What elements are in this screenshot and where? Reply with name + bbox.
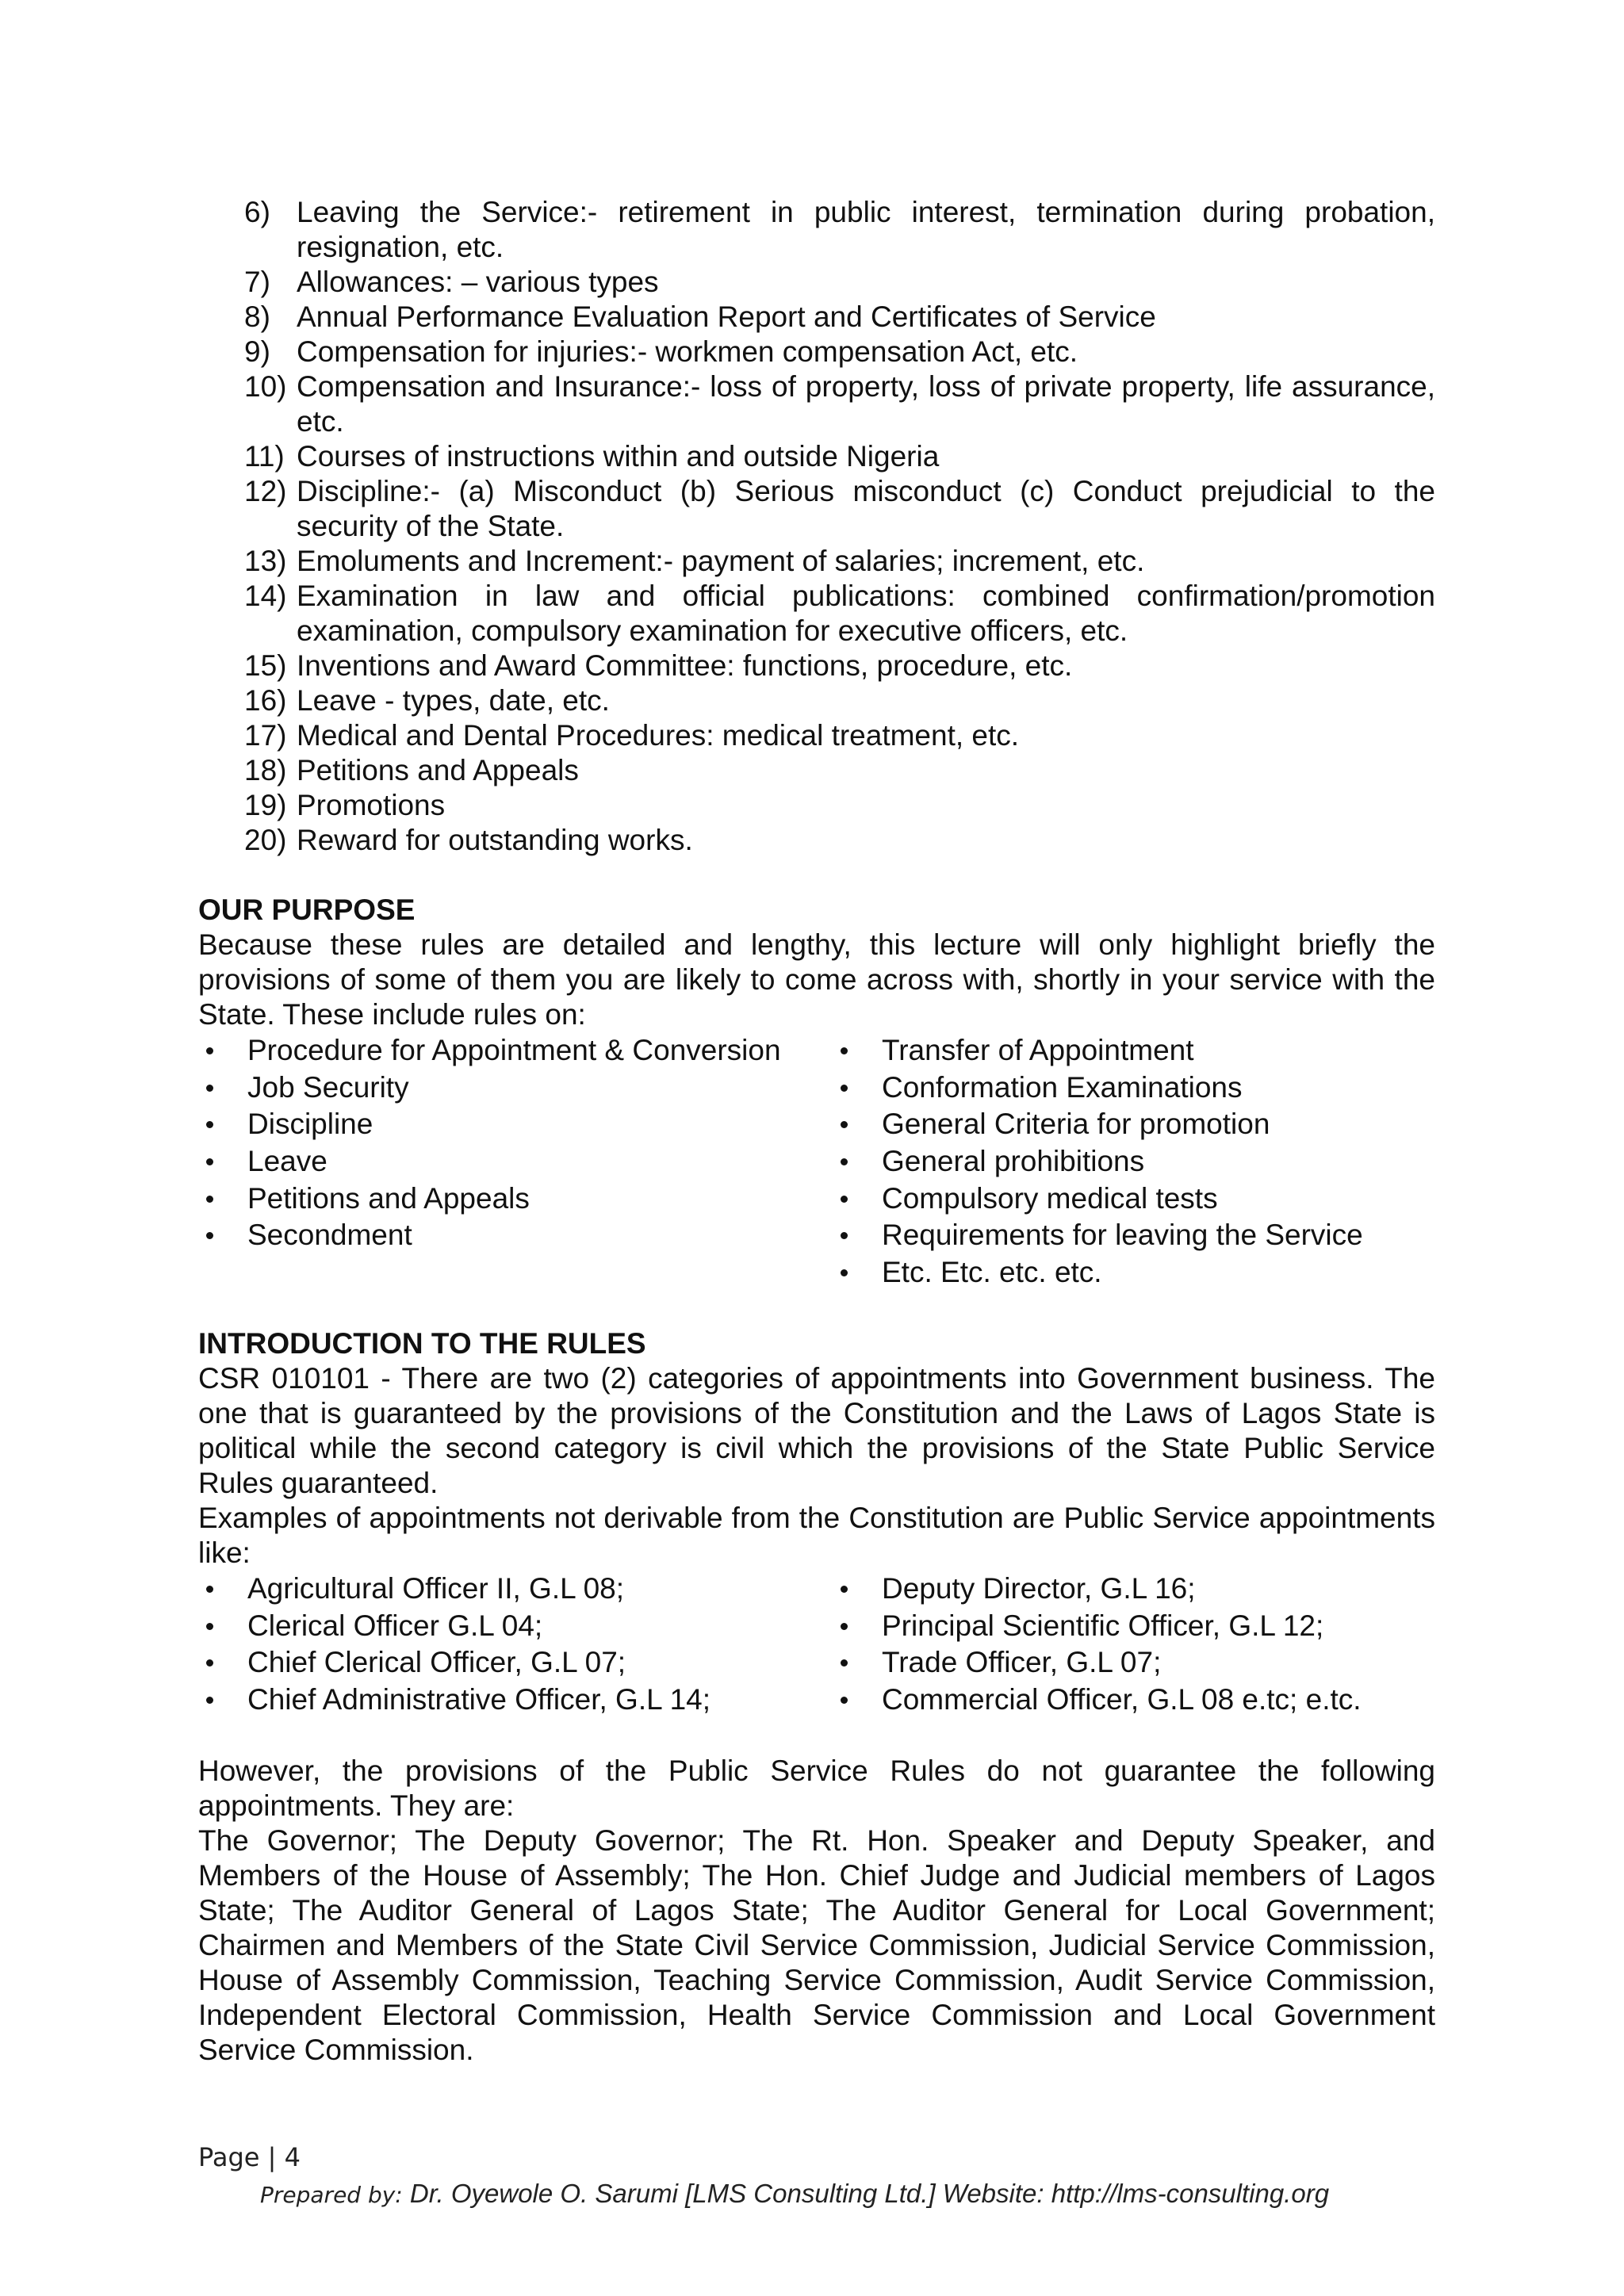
bullet-icon — [206, 1623, 213, 1630]
list-number: 13) — [244, 545, 287, 577]
list-item — [198, 823, 1435, 858]
bullet-text: Job Security — [247, 1070, 409, 1104]
intro-paragraph-1: CSR 010101 - There are two (2) categories of appointments into Government business. The one that is guaranteed by the provisions of the Constitution and the Laws of Lagos State is political while the second category is civil which the provisions of the State Public Service Rules guaranteed. — [198, 1361, 1435, 1499]
list-number: 19) — [244, 789, 287, 821]
bullet-icon — [206, 1196, 213, 1203]
bullet-text: Chief Clerical Officer, G.L 07; — [247, 1646, 626, 1679]
bullet-text: Clerical Officer G.L 04; — [247, 1609, 543, 1642]
list-text: Allowances: – various types — [297, 266, 659, 298]
list-item — [833, 1032, 1435, 1070]
list-item — [833, 1143, 1435, 1181]
bullet-icon — [841, 1085, 848, 1092]
appointment-bullet-columns — [198, 1571, 1435, 1719]
bullet-text: Etc. Etc. etc. etc. — [882, 1256, 1102, 1289]
list-item — [198, 788, 1435, 823]
intro-paragraph-2: Examples of appointments not derivable from the Constitution are Public Service appointments like: — [198, 1501, 1435, 1569]
bullet-text: Trade Officer, G.L 07; — [882, 1646, 1162, 1679]
list-number: 7) — [244, 266, 270, 298]
list-number: 18) — [244, 754, 287, 786]
purpose-bullet-columns — [198, 1032, 1435, 1292]
bullet-icon — [841, 1158, 848, 1165]
list-text: Emoluments and Increment:- payment of salaries; increment, etc. — [297, 545, 1145, 577]
bullet-icon — [841, 1232, 848, 1239]
list-number: 10) — [244, 370, 287, 403]
list-number: 16) — [244, 684, 287, 717]
bullet-icon — [206, 1586, 213, 1593]
bullet-text: Chief Administrative Officer, G.L 14; — [247, 1682, 711, 1716]
list-text: Annual Performance Evaluation Report and Certificates of Service — [297, 300, 1156, 333]
intro-paragraph-4: The Governor; The Deputy Governor; The Rt. Hon. Speaker and Deputy Speaker, and Members of the House of Assembly; The Hon. Chief Judge and Judicial members of Lagos State; The Auditor General of Lagos State; The Auditor General for Local Government; Chairmen and Members of the State Civil Service Commission, Judicial Service Commission, House of Assembly Commission, Teaching Service Commission, Audit Service Commission, Independent Electoral Commission, Health Service Commission and Local Government Service Commission. — [198, 1823, 1435, 2066]
list-item — [833, 1608, 1435, 1645]
bullet-icon — [206, 1047, 213, 1054]
footer-credit — [260, 2179, 1329, 2209]
list-text: Reward for outstanding works. — [297, 824, 693, 856]
list-item — [198, 265, 1435, 300]
list-item — [198, 1106, 833, 1143]
list-number: 17) — [244, 719, 287, 752]
list-item — [198, 474, 1435, 544]
bullet-icon — [206, 1085, 213, 1092]
bullet-text: Agricultural Officer II, G.L 08; — [247, 1571, 625, 1605]
list-number: 9) — [244, 335, 270, 368]
bullet-text: Secondment — [247, 1219, 412, 1252]
list-item — [198, 1608, 833, 1645]
list-item — [198, 1682, 833, 1719]
credit-text: Dr. Oyewole O. Sarumi [LMS Consulting Ltd.] Website: http://lms-consulting.org — [409, 2179, 1330, 2208]
list-number: 14) — [244, 580, 287, 612]
list-item — [198, 369, 1435, 439]
list-number: 20) — [244, 824, 287, 856]
list-item — [833, 1571, 1435, 1608]
list-text: Courses of instructions within and outside Nigeria — [297, 440, 940, 473]
spacer — [198, 1719, 1435, 1754]
list-item — [833, 1070, 1435, 1107]
list-item — [833, 1106, 1435, 1143]
list-item — [198, 1571, 833, 1608]
bullet-icon — [841, 1697, 848, 1704]
bullet-icon — [206, 1158, 213, 1165]
bullet-text: Procedure for Appointment & Conversion — [247, 1034, 781, 1066]
list-text: Leave - types, date, etc. — [297, 684, 610, 717]
list-text: Inventions and Award Committee: functions, procedure, etc. — [297, 649, 1073, 682]
list-item — [198, 195, 1435, 265]
bullet-text: Deputy Director, G.L 16; — [882, 1571, 1196, 1605]
list-item — [833, 1682, 1435, 1719]
page-number: Page | 4 — [198, 2142, 301, 2172]
bullet-text: Commercial Officer, G.L 08 e.tc; e.tc. — [882, 1682, 1362, 1716]
bullet-icon — [206, 1121, 213, 1128]
list-item — [198, 579, 1435, 649]
list-item — [198, 1181, 833, 1218]
bullet-icon — [841, 1196, 848, 1203]
list-item — [198, 1644, 833, 1682]
list-text: Petitions and Appeals — [297, 754, 579, 786]
list-number: 11) — [244, 440, 285, 473]
bullet-text: Compulsory medical tests — [882, 1181, 1218, 1215]
bullet-icon — [206, 1232, 213, 1239]
page-content — [198, 195, 1435, 2068]
list-item — [198, 300, 1435, 335]
spacer — [198, 858, 1435, 893]
purpose-bullets-right — [833, 1032, 1435, 1292]
section-heading-introduction: INTRODUCTION TO THE RULES — [198, 1326, 646, 1360]
list-text: Compensation and Insurance:- loss of property, loss of private property, life assurance, etc. — [297, 370, 1435, 438]
rules-list — [198, 195, 1435, 858]
list-item — [198, 649, 1435, 683]
list-item — [198, 1217, 833, 1254]
list-item — [833, 1181, 1435, 1218]
bullet-icon — [841, 1121, 848, 1128]
bullet-icon — [841, 1586, 848, 1593]
list-item — [833, 1644, 1435, 1682]
list-item — [198, 1070, 833, 1107]
list-text: Leaving the Service:- retirement in public interest, termination during probation, resignation, etc. — [297, 196, 1435, 263]
purpose-paragraph: Because these rules are detailed and lengthy, this lecture will only highlight briefly the provisions of some of them you are likely to come across with, shortly in your service with the State. These include rules on: — [198, 928, 1435, 1031]
list-number: 15) — [244, 649, 287, 682]
bullet-text: Petitions and Appeals — [247, 1181, 530, 1215]
list-item — [198, 544, 1435, 579]
list-number: 8) — [244, 300, 270, 333]
bullet-text: Principal Scientific Officer, G.L 12; — [882, 1609, 1324, 1642]
list-item — [833, 1217, 1435, 1254]
bullet-text: Leave — [247, 1145, 327, 1178]
bullet-icon — [206, 1697, 213, 1704]
appointment-bullets-left — [198, 1571, 833, 1719]
list-item — [833, 1254, 1435, 1292]
list-item — [198, 683, 1435, 718]
bullet-icon — [841, 1269, 848, 1276]
list-item — [198, 1143, 833, 1181]
bullet-icon — [206, 1659, 213, 1667]
list-item — [198, 753, 1435, 788]
bullet-icon — [841, 1047, 848, 1054]
list-text: Promotions — [297, 789, 446, 821]
bullet-text: Conformation Examinations — [882, 1070, 1243, 1104]
bullet-text: Requirements for leaving the Service — [882, 1219, 1363, 1252]
bullet-text: General prohibitions — [882, 1145, 1145, 1178]
list-text: Medical and Dental Procedures: medical treatment, etc. — [297, 719, 1020, 752]
list-item — [198, 718, 1435, 753]
bullet-icon — [841, 1623, 848, 1630]
list-item — [198, 335, 1435, 369]
list-item — [198, 439, 1435, 474]
bullet-icon — [841, 1659, 848, 1667]
spacer — [198, 1292, 1435, 1326]
section-heading-purpose: OUR PURPOSE — [198, 894, 416, 926]
intro-paragraph-3: However, the provisions of the Public Service Rules do not guarantee the following appointments. They are: — [198, 1754, 1435, 1822]
list-number: 6) — [244, 196, 270, 228]
bullet-text: Transfer of Appointment — [882, 1034, 1194, 1066]
prepared-label: Prepared by: — [260, 2182, 403, 2208]
purpose-bullets-left — [198, 1032, 833, 1292]
list-item — [198, 1032, 833, 1070]
bullet-text: Discipline — [247, 1108, 373, 1141]
list-text: Examination in law and official publications: combined confirmation/promotion examination, compulsory examination for executive officers, etc. — [297, 580, 1435, 647]
list-text: Discipline:- (a) Misconduct (b) Serious misconduct (c) Conduct prejudicial to the security of the State. — [297, 475, 1435, 542]
appointment-bullets-right — [833, 1571, 1435, 1719]
list-number: 12) — [244, 475, 287, 507]
list-text: Compensation for injuries:- workmen compensation Act, etc. — [297, 335, 1078, 368]
bullet-text: General Criteria for promotion — [882, 1108, 1270, 1141]
